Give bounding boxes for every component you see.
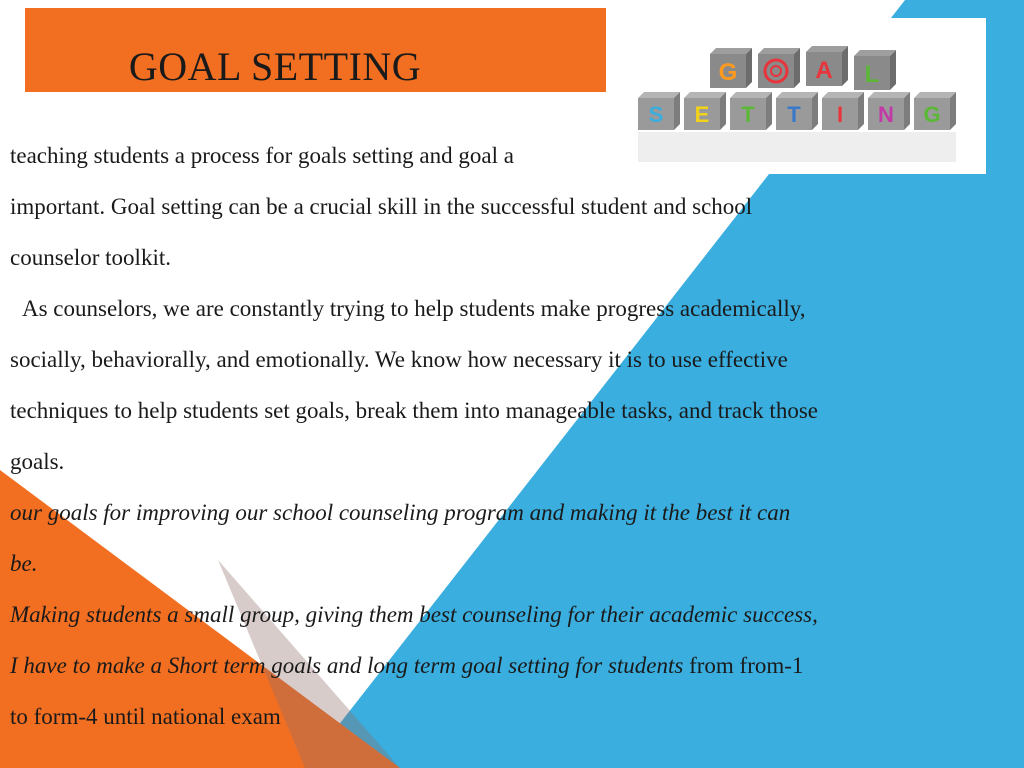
body-line-italic: be. bbox=[10, 551, 38, 576]
svg-text:A: A bbox=[815, 57, 833, 84]
cube-t2 bbox=[776, 92, 818, 130]
svg-text:T: T bbox=[787, 102, 801, 127]
slide-title: GOAL SETTING bbox=[128, 44, 422, 89]
svg-text:G: G bbox=[923, 102, 941, 127]
cube-n bbox=[868, 92, 910, 130]
svg-text:L: L bbox=[864, 61, 880, 88]
svg-text:I: I bbox=[836, 102, 844, 127]
title-bar bbox=[25, 8, 606, 92]
svg-text:E: E bbox=[694, 102, 710, 127]
cube-t1 bbox=[730, 92, 772, 130]
normal-run: from from-1 bbox=[683, 653, 804, 678]
cube-g2 bbox=[914, 92, 956, 130]
body-line-mixed bbox=[10, 640, 1014, 691]
body-line: teaching students a process for goals setting and goal a bbox=[10, 143, 514, 168]
body-line: goals. bbox=[10, 449, 65, 474]
body-line-italic: our goals for improving our school counseling program and making it the best it can bbox=[10, 500, 791, 525]
body-line: As counselors, we are constantly trying to help students make progress academically, bbox=[22, 296, 806, 321]
svg-text:G: G bbox=[718, 59, 738, 86]
cube-l bbox=[854, 50, 896, 90]
svg-text:T: T bbox=[741, 102, 755, 127]
body-line: to form-4 until national exam bbox=[10, 704, 281, 729]
body-line-italic: Making students a small group, giving them best counseling for their academic success, bbox=[10, 602, 818, 627]
svg-text:S: S bbox=[648, 102, 664, 127]
cube-a bbox=[806, 46, 848, 86]
cube-target bbox=[758, 48, 800, 88]
cube-s bbox=[638, 92, 680, 130]
body-line: counselor toolkit. bbox=[10, 245, 171, 270]
body-line: socially, behaviorally, and emotionally. We know how necessary it is to use effective bbox=[10, 347, 788, 372]
cube-e bbox=[684, 92, 726, 130]
cube-g bbox=[710, 48, 752, 88]
slide-body bbox=[10, 130, 1014, 742]
body-line: techniques to help students set goals, break them into manageable tasks, and track those bbox=[10, 398, 818, 423]
cube-i bbox=[822, 92, 864, 130]
italic-run: I have to make a Short term goals and long term goal setting for students bbox=[10, 653, 684, 678]
svg-text:N: N bbox=[878, 102, 894, 127]
body-line: important. Goal setting can be a crucial skill in the successful student and school bbox=[10, 194, 753, 219]
